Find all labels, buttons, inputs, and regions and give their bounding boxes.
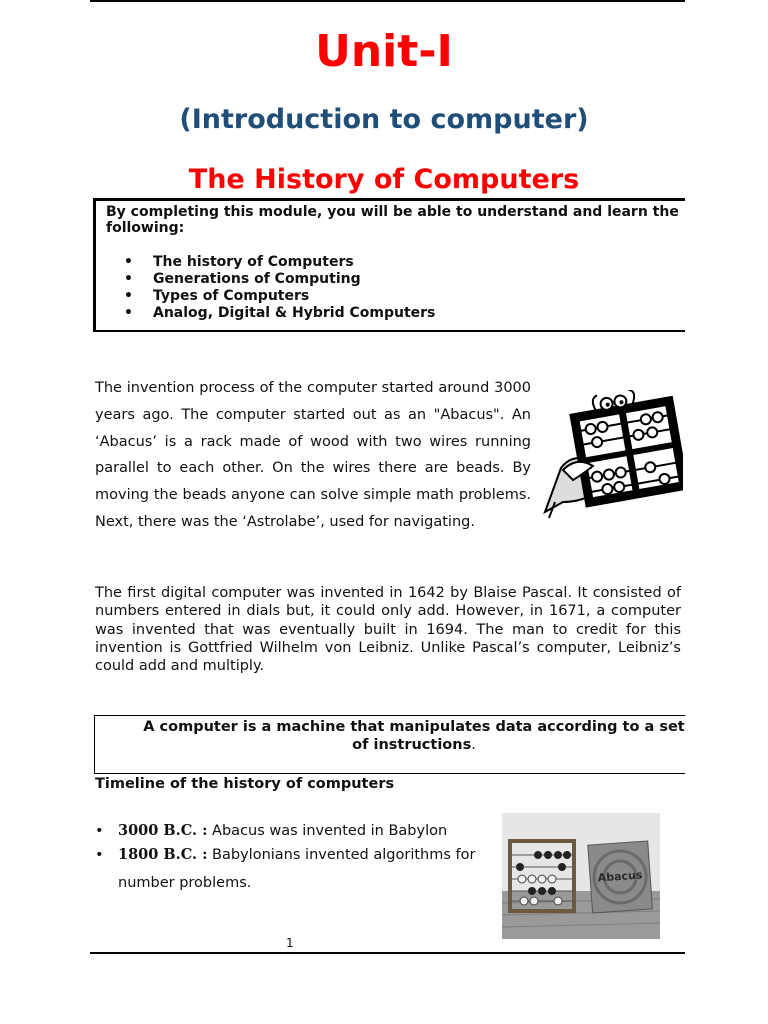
list-item-text: The history of Computers <box>153 254 354 270</box>
timeline-item <box>95 843 495 899</box>
timeline-heading: Timeline of the history of computers <box>95 776 395 792</box>
section-title: The History of Computers <box>188 164 580 195</box>
objectives-list <box>124 254 435 322</box>
list-item <box>124 254 435 271</box>
bottom-rule <box>90 952 685 954</box>
bullet-icon: • <box>124 254 133 270</box>
bullet-icon: • <box>124 288 133 304</box>
abacus-photo-icon <box>502 813 660 939</box>
list-item <box>124 288 435 305</box>
unit-title: Unit-I <box>315 26 453 77</box>
objectives-intro: By completing this module, you will be able to understand and learn the following: <box>106 204 679 236</box>
list-item-text: Types of Computers <box>153 288 310 304</box>
bullet-icon: • <box>124 271 133 287</box>
timeline-text: Babylonians invented algorithms for <box>207 847 476 863</box>
definition-period: . <box>471 737 476 753</box>
top-rule <box>90 0 685 2</box>
timeline-list <box>95 819 495 899</box>
timeline-text: Abacus was invented in Babylon <box>207 823 448 839</box>
subtitle: (Introduction to computer) <box>179 104 589 135</box>
intro-paragraph: The invention process of the computer started around 3000 years ago. The computer started out as an "Abacus". An ‘Abacus’ is a rack made of wood with two wires running parallel to each other. On the wires there are beads. By moving the beads anyone can solve simple math problems. Next, there was the ‘Astrolabe’, used for navigating. <box>95 380 531 530</box>
bullet-icon: • <box>95 847 104 863</box>
definition-text <box>143 718 685 754</box>
definition-box <box>94 715 685 774</box>
list-item-text: Analog, Digital & Hybrid Computers <box>153 305 436 321</box>
list-item <box>124 271 435 288</box>
timeline-text-continuation: number problems. <box>118 875 252 891</box>
timeline-item <box>95 819 495 843</box>
page-number: 1 <box>286 936 294 950</box>
bullet-icon: • <box>124 305 133 321</box>
abacus-cartoon-icon <box>543 390 683 520</box>
objectives-box <box>93 198 685 332</box>
list-item-text: Generations of Computing <box>153 271 361 287</box>
definition-bold: A computer is a machine that manipulates data according to a set of instructions <box>143 719 685 753</box>
list-item <box>124 305 435 322</box>
history-paragraph: The first digital computer was invented in 1642 by Blaise Pascal. It consisted of numbers entered in dials but, it could only add. However, in 1671, a computer was invented that was eventually built in 1694. The man to credit for this invention is Gottfried Wilhelm von Leibniz. Unlike Pascal’s computer, Leibniz’s could add and multiply. <box>95 585 681 675</box>
timeline-year: 3000 B.C. : <box>118 822 208 839</box>
timeline-year: 1800 B.C. : <box>118 846 208 863</box>
bullet-icon: • <box>95 823 104 839</box>
book-cover-text: Abacus <box>597 868 643 885</box>
